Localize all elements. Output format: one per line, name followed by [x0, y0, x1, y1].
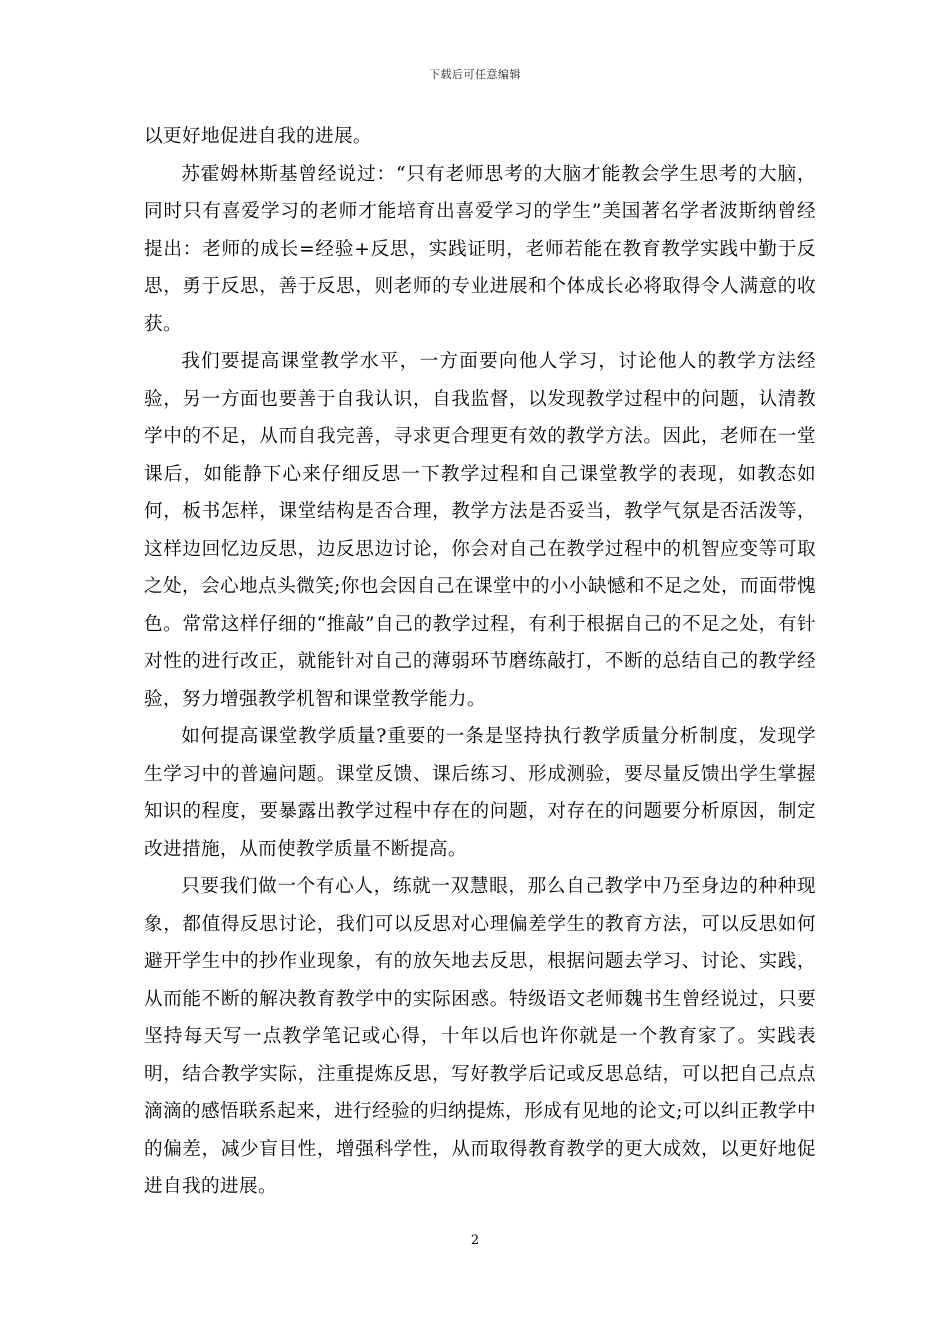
paragraph: 我们要提高课堂教学水平，一方面要向他人学习，讨论他人的教学方法经验，另一方面也要善于自我认识，自我监督，以发现教学过程中的问题，认清教学中的不足，从而自我完善，寻求更合理更有效的教学方法。因此，老师在一堂课后，如能静下心来仔细反思一下教学过程和自己课堂教学的表现，如教态如何，板书怎样，课堂结构是否合理，教学方法是否妥当，教学气氛是否活泼等，这样边回忆边反思，边反思边讨论，你会对自己在教学过程中的机智应变等可取之处，会心地点头微笑;你也会因自己在课堂中的小小缺憾和不足之处，而面带愧色。常常这样仔细的“推敲”自己的教学过程，有利于根据自己的不足之处，有针对性的进行改正，就能针对自己的薄弱环节磨练敲打，不断的总结自己的教学经验，努力增强教学机智和课堂教学能力。 [144, 351, 816, 710]
paragraph: 如何提高课堂教学质量?重要的一条是坚持执行教学质量分析制度，发现学生学习中的普遍问题。课堂反馈、课后练习、形成测验，要尽量反馈出学生掌握知识的程度，要暴露出教学过程中存在的问题，对存在的问题要分析原因，制定改进措施，从而使教学质量不断提高。 [144, 726, 816, 860]
paragraph: 苏霍姆林斯基曾经说过：“只有老师思考的大脑才能教会学生思考的大脑，同时只有喜爱学习的老师才能培育出喜爱学习的学生”美国著名学者波斯纳曾经提出：老师的成长=经验+反思，实践证明，老师若能在教育教学实践中勤于反思，勇于反思，善于反思，则老师的专业进展和个体成长必将取得令人满意的收获。 [144, 163, 816, 335]
body-text [144, 118, 816, 1206]
page-number: 2 [470, 1233, 480, 1248]
paragraph-continuation: 以更好地促进自我的进展。 [144, 126, 372, 147]
page-header: 下载后可任意编辑 [429, 68, 521, 81]
paragraph: 只要我们做一个有心人，练就一双慧眼，那么自己教学中乃至身边的种种现象，都值得反思讨论，我们可以反思对心理偏差学生的教育方法，可以反思如何避开学生中的抄作业现象，有的放矢地去反思，根据问题去学习、讨论、实践，从而能不断的解决教育教学中的实际困惑。特级语文老师魏书生曾经说过，只要坚持每天写一点教学笔记或心得，十年以后也许你就是一个教育家了。实践表明，结合教学实际，注重提炼反思，写好教学后记或反思总结，可以把自己点点滴滴的感悟联系起来，进行经验的归纳提炼，形成有见地的论文;可以纠正教学中的偏差，减少盲目性，增强科学性，从而取得教育教学的更大成效，以更好地促进自我的进展。 [144, 876, 816, 1197]
